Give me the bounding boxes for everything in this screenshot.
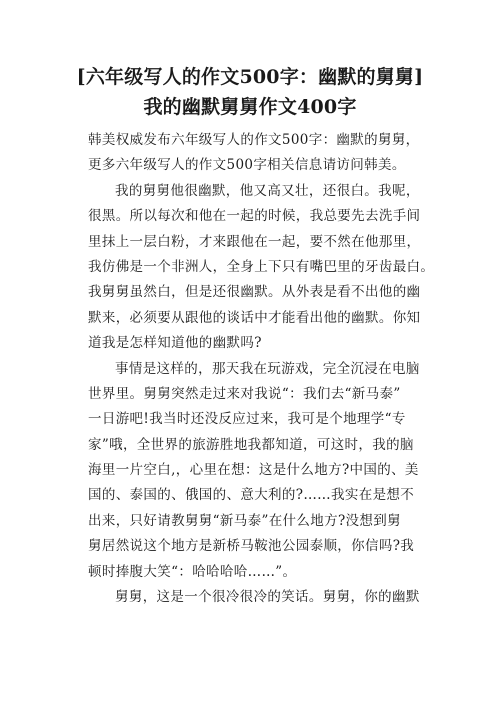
paragraph-line: 默来，必须要从跟他的谈话中才能看出他的幽默。你知 xyxy=(88,309,421,326)
paragraph-line: 更多六年级写人的作文500字相关信息请访问韩美。 xyxy=(88,157,406,174)
paragraph-line: 很黑。所以每次和他在一起的时候，我总要先去洗手间 xyxy=(88,208,421,225)
paragraph-line: 舅居然说这个地方是新桥马鞍池公园泰顺，你信吗?我 xyxy=(88,538,415,555)
paragraph-line: 我仿佛是一个非洲人，全身上下只有嘴巴里的牙齿最白。 xyxy=(88,258,435,275)
document-title-line-2: 我的幽默舅舅作文400字 xyxy=(143,96,357,118)
paragraph-line: 海里一片空白,，心里在想：这是什么地方?中国的、美 xyxy=(88,462,419,479)
paragraph-line: 出来，只好请教舅舅“新马泰”在什么地方?没想到舅 xyxy=(88,512,401,529)
article-body xyxy=(88,128,435,610)
paragraph-line: 里抹上一层白粉，才来跟他在一起，要不然在他那里， xyxy=(88,233,421,250)
paragraph-line: 我的舅舅他很幽默，他又高又壮，还很白。我呢， xyxy=(115,182,420,199)
paragraph-line: 家”哦，全世界的旅游胜地我都知道，可这时，我的脑 xyxy=(88,436,414,453)
paragraph-line: 国的、泰国的、俄国的、意大利的?……我实在是想不 xyxy=(88,487,415,504)
paragraph-line: 舅舅，这是一个很冷很冷的笑话。舅舅，你的幽默 xyxy=(115,589,420,606)
paragraph-line: 道我是怎样知道他的幽默吗? xyxy=(88,335,262,352)
paragraph-line: 我舅舅虽然白，但是还很幽默。从外表是看不出他的幽 xyxy=(88,284,421,301)
paragraph-line: 事情是这样的，那天我在玩游戏，完全沉浸在电脑 xyxy=(115,360,420,377)
document-title-line-1: [六年级写人的作文500字：幽默的舅舅] xyxy=(76,66,424,88)
paragraph-line: 韩美权威发布六年级写人的作文500字：幽默的舅舅， xyxy=(88,132,420,148)
paragraph-line: 一日游吧!我当时还没反应过来，我可是个地理学“专 xyxy=(88,411,406,428)
paragraph-line: 顿时捧腹大笑“：哈哈哈哈……”。 xyxy=(88,563,297,580)
paragraph-line: 世界里。舅舅突然走过来对我说“：我们去“新马泰” xyxy=(88,385,401,402)
